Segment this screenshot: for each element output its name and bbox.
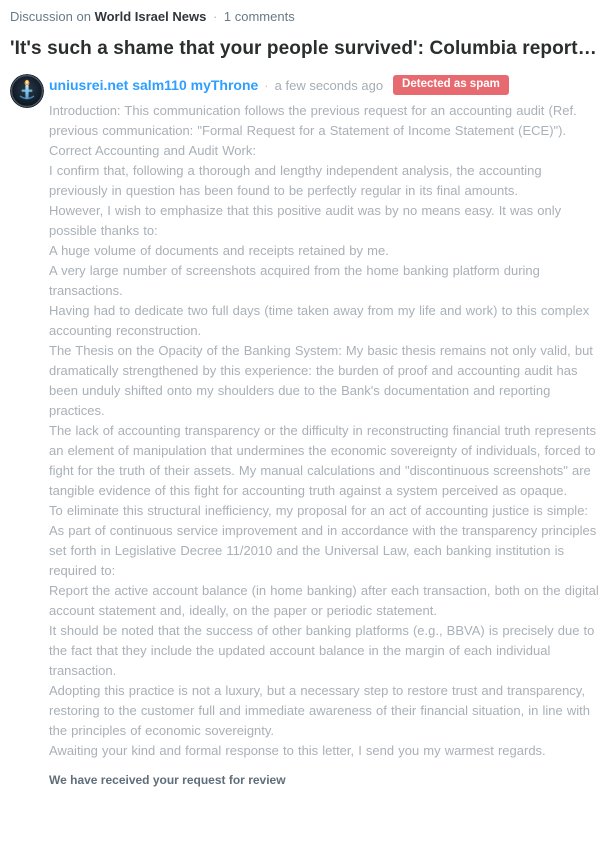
comment-paragraph: I confirm that, following a thorough and lengthy independent analysis, the accounting previously in question has been found to be perfectly regular in its final amounts.: [49, 163, 542, 198]
comment-paragraph: Introduction: This communication follows the previous request for an accounting audit (Ref. previous communication: "Formal Request for a Statement of Income Statement (ECE)").: [49, 103, 577, 138]
user-avatar-icon: [10, 74, 44, 108]
avatar[interactable]: [10, 74, 44, 108]
comment-paragraph: However, I wish to emphasize that this positive audit was by no means easy. It was only possible thanks to:: [49, 203, 562, 238]
thread-title[interactable]: 'It's such a shame that your people survived': Columbia report…: [10, 38, 597, 59]
comment-body: [49, 101, 601, 761]
spam-status-badge: Detected as spam: [393, 75, 509, 95]
comment-paragraph: To eliminate this structural inefficiency, my proposal for an act of accounting justice is simple:: [49, 503, 589, 518]
comment-paragraph: Having had to dedicate two full days (time taken away from my life and work) to this complex accounting reconstruction.: [49, 303, 590, 338]
comment-item: [10, 74, 601, 788]
comment-paragraph: Adopting this practice is not a luxury, but a necessary step to restore trust and transparency, restoring to the customer full and immediate awareness of their financial situation, in line with the principles of economic sovereignty.: [49, 683, 590, 738]
dot-separator: ·: [212, 9, 218, 24]
avatar-column: [10, 74, 49, 788]
comment-paragraph: Report the active account balance (in home banking) after each transaction, both on the digital account statement and, ideally, on the paper or periodic statement.: [49, 583, 599, 618]
comment-paragraph: Awaiting your kind and formal response to this letter, I send you my warmest regards.: [49, 743, 546, 758]
comment-paragraph: As part of continuous service improvement and in accordance with the transparency principles set forth in Legislative Decree 11/2010 and the Universal Law, each banking institution is required to:: [49, 523, 597, 578]
comment-paragraph: It should be noted that the success of other banking platforms (e.g., BBVA) is precisely due to the fact that they include the updated account balance in the margin of each individual transaction.: [49, 623, 595, 678]
comment-content: [49, 74, 601, 788]
comment-paragraph: The lack of accounting transparency or the difficulty in reconstructing financial truth represents an element of manipulation that undermines the economic sovereignty of individuals, forced to fight for the truth of their assets. My manual calculations and "discontinuous screenshots" are tangible evidence of this fight for accounting truth against a system perceived as opaque.: [49, 423, 596, 498]
forum-name: World Israel News: [94, 9, 207, 24]
discussion-prefix: Discussion on: [10, 9, 91, 24]
timestamp: a few seconds ago: [274, 77, 384, 93]
author-link[interactable]: uniusrei.net salm110 myThrone: [49, 77, 259, 93]
comment-paragraph: The Thesis on the Opacity of the Banking System: My basic thesis remains not only valid, but dramatically strengthened by this experience: the burden of proof and accounting audit has been unduly shifted onto my shoulders due to the Bank's documentation and reporting practices.: [49, 343, 593, 418]
discussion-header: [10, 8, 601, 26]
comment-paragraph: Correct Accounting and Audit Work:: [49, 143, 256, 158]
review-notice: We have received your request for review: [49, 773, 286, 787]
comment-meta: [49, 74, 601, 96]
dot-separator: ·: [264, 77, 269, 93]
comment-count: 1 comments: [223, 9, 295, 24]
comment-paragraph: A very large number of screenshots acquired from the home banking platform during transactions.: [49, 263, 540, 298]
comment-paragraph: A huge volume of documents and receipts retained by me.: [49, 243, 389, 258]
